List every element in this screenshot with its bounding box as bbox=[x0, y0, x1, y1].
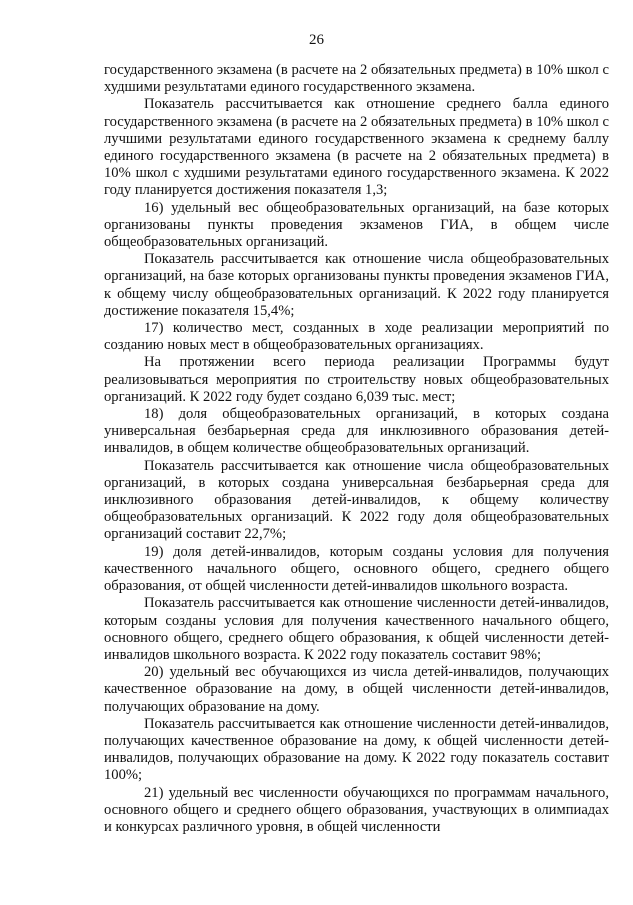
paragraph-indicator-18-method: Показатель рассчитывается как отношение числа общеобразовательных организаций, в которых создана универсальная безбарьерная среда для инклюзивного образования детей-инвалидов, к общему количеству общеобразовательных организаций. К 2022 году доля общеобразовательных организаций составит 22,7%; bbox=[104, 457, 609, 543]
paragraph-item-18: 18) доля общеобразовательных организаций, в которых создана универсальная безбарьерная среда для инклюзивного образования детей-инвалидов, в общем количестве общеобразовательных организаций. bbox=[104, 406, 609, 457]
paragraph-indicator-16-method: Показатель рассчитывается как отношение числа общеобразовательных организаций, на базе которых организованы пункты проведения экзаменов ГИА, к общему числу общеобразовательных организаций. К 2022 году планируется достижение показателя 15,4%; bbox=[104, 251, 609, 319]
paragraph-item-21: 21) удельный вес численности обучающихся по программам начального, основного общего и среднего общего образования, участвующих в олимпиадах и конкурсах различного уровня, в общей численности bbox=[104, 784, 609, 835]
paragraph-item-17: 17) количество мест, созданных в ходе реализации мероприятий по созданию новых мест в общеобразовательных организациях. bbox=[104, 320, 609, 354]
paragraph-indicator-17-method: На протяжении всего периода реализации Программы будут реализовываться мероприятия по строительству новых общеобразовательных организаций. К 2022 году будет создано 6,039 тыс. мест; bbox=[104, 354, 609, 405]
paragraph-indicator-20-method: Показатель рассчитывается как отношение численности детей-инвалидов, получающих качественное образование на дому, к общей численности детей-инвалидов, получающих образование на дому. К 2022 году показатель составит 100%; bbox=[104, 715, 609, 784]
document-body bbox=[104, 62, 609, 836]
paragraph-item-16: 16) удельный вес общеобразовательных организаций, на базе которых организованы пункты проведения экзаменов ГИА, в общем числе общеобразовательных организаций. bbox=[104, 199, 609, 251]
paragraph-indicator-19-method: Показатель рассчитывается как отношение численности детей-инвалидов, которым созданы условия для получения качественного начального общего, основного общего, среднего общего образования, к общей численности детей-инвалидов школьного возраста. К 2022 году показатель составит 98%; bbox=[104, 595, 609, 663]
page-number: 26 bbox=[309, 32, 324, 48]
paragraph-indicator-15-method: Показатель рассчитывается как отношение среднего балла единого государственного экзамена (в расчете на 2 обязательных предмета) в 10% школ с лучшими результатами единого государственного экзамена к среднему баллу единого государственного экзамена (в расчете на 2 обязательных предмета) в 10% школ с худшими результатами единого государственного экзамена. К 2022 году планируется достижения показателя 1,3; bbox=[104, 96, 609, 199]
paragraph-continuation: государственного экзамена (в расчете на 2 обязательных предмета) в 10% школ с худшими результатами единого государственного экзамена. bbox=[104, 62, 609, 96]
paragraph-item-20: 20) удельный вес обучающихся из числа детей-инвалидов, получающих качественное образование на дому, в общей численности детей-инвалидов, получающих образование на дому. bbox=[104, 664, 609, 715]
paragraph-item-19: 19) доля детей-инвалидов, которым созданы условия для получения качественного начального общего, основного общего, среднего общего образования, от общей численности детей-инвалидов школьного возраста. bbox=[104, 543, 609, 595]
